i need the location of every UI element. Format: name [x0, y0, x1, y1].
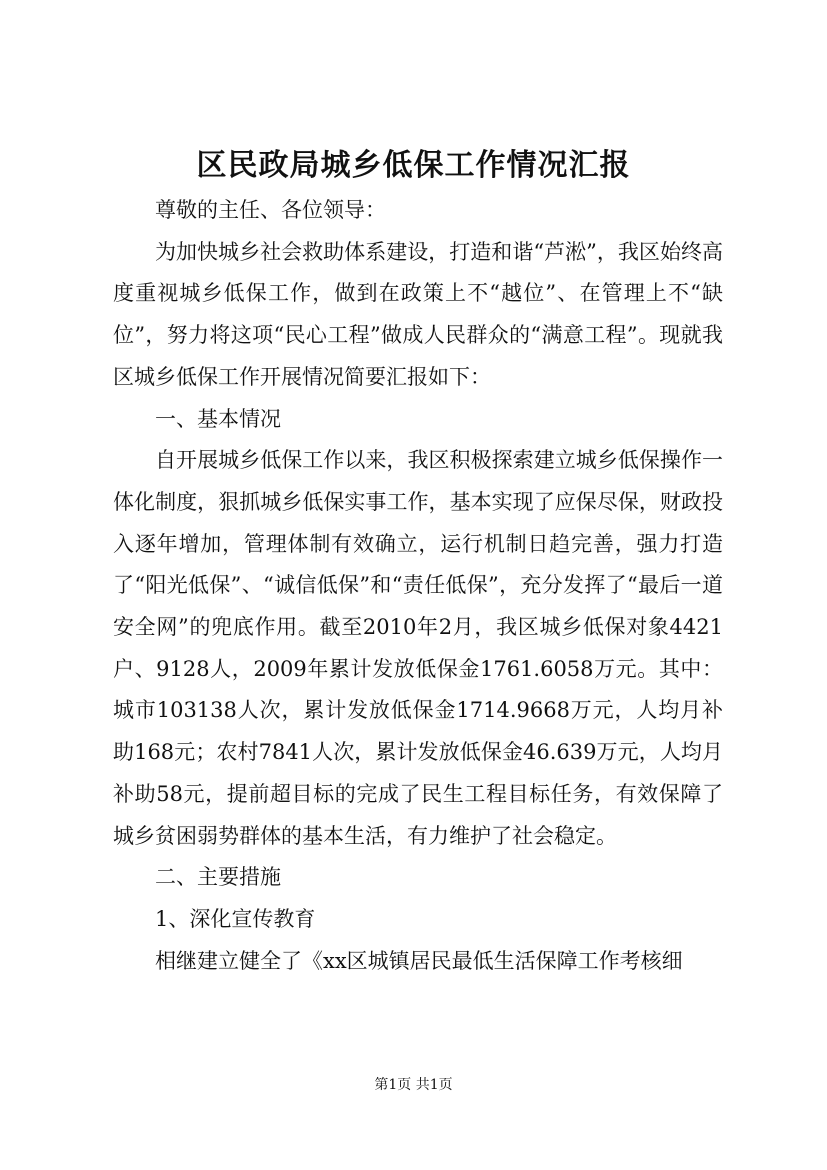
intro-paragraph: 为加快城乡社会救助体系建设，打造和谐“芦淞”，我区始终高度重视城乡低保工作，做到在政策上不“越位”、在管理上不“缺位”，努力将这项“民心工程”做成人民群众的“满意工程”。现就我区城乡低保工作开展情况简要汇报如下：: [113, 239, 723, 389]
subheading-publicity-education: 1、深化宣传教育: [155, 906, 316, 931]
document-title: 区民政局城乡低保工作情况汇报: [196, 148, 631, 183]
salutation: 尊敬的主任、各位领导：: [155, 198, 386, 222]
basic-situation-paragraph: 自开展城乡低保工作以来，我区积极探索建立城乡低保操作一体化制度，狠抓城乡低保实事工作，基本实现了应保尽保，财政投入逐年增加，管理体制有效确立，运行机制日趋完善，强力打造了“阳光低保”、“诚信低保”和“责任低保”，充分发挥了“最后一道安全网”的兜底作用。截至2010年2月，我区城乡低保对象4421户、9128人，2009年累计发放低保金1761.6058万元。其中：城市103138人次，累计发放低保金1714.9668万元，人均月补助168元；农村7841人次，累计发放低保金46.639万元，人均月补助58元，提前超目标的完成了民生工程目标任务，有效保障了城乡贫困弱势群体的基本生活，有力维护了社会稳定。: [113, 448, 723, 848]
measures-paragraph: 相继建立健全了《xx区城镇居民最低生活保障工作考核细: [155, 948, 683, 973]
document-body: [113, 190, 723, 982]
page-footer: 第1页 共1页: [374, 1077, 453, 1093]
section-heading-main-measures: 二、主要措施: [155, 865, 281, 890]
section-heading-basic-situation: 一、基本情况: [155, 406, 281, 431]
